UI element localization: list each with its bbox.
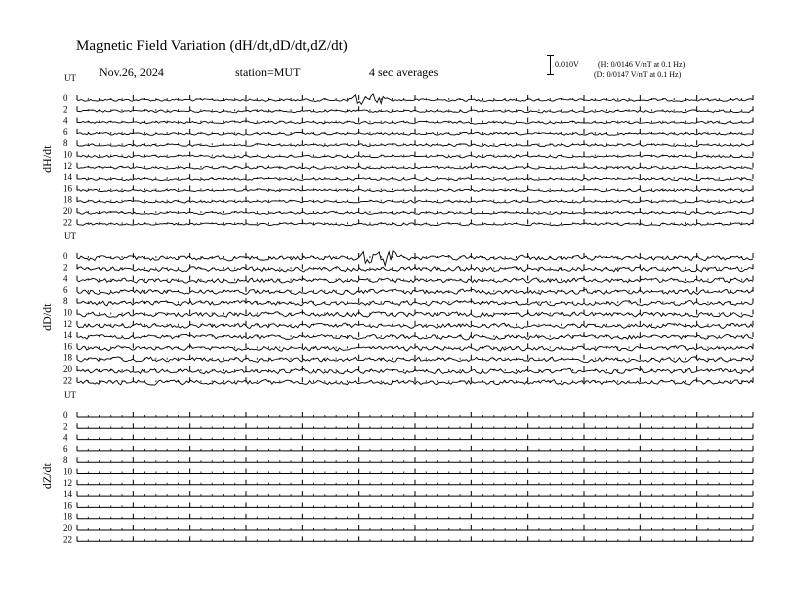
hour-label-dzdt-6: 6 xyxy=(63,443,68,454)
hour-label-dhdt-0: 0 xyxy=(63,93,68,103)
panel-label-dhdt: dH/dt xyxy=(40,145,54,173)
date-label: Nov.26, 2024 xyxy=(99,65,164,79)
hour-label-dddt-22: 22 xyxy=(63,375,72,386)
hour-label-dhdt-20: 20 xyxy=(63,206,72,216)
chart-title: Magnetic Field Variation (dH/dt,dD/dt,dZ/dt) xyxy=(76,38,348,54)
hour-label-dddt-18: 18 xyxy=(63,352,72,363)
hour-label-dddt-0: 0 xyxy=(63,251,68,261)
hour-label-dzdt-2: 2 xyxy=(63,421,68,432)
hour-label-dddt-12: 12 xyxy=(63,318,72,329)
averaging-label: 4 sec averages xyxy=(369,65,439,79)
hour-label-dhdt-10: 10 xyxy=(63,149,72,160)
hour-label-dzdt-14: 14 xyxy=(63,489,72,500)
panel-label-dzdt: dZ/dt xyxy=(40,463,54,490)
hour-label-dzdt-4: 4 xyxy=(63,432,68,443)
hour-label-dddt-20: 20 xyxy=(63,364,72,374)
hour-label-dddt-4: 4 xyxy=(63,273,68,284)
hour-label-dzdt-12: 12 xyxy=(63,477,72,488)
hour-label-dhdt-2: 2 xyxy=(63,104,68,115)
ut-label-dddt: UT xyxy=(64,231,76,241)
hour-label-dddt-6: 6 xyxy=(63,284,68,295)
hour-label-dddt-8: 8 xyxy=(63,296,68,307)
hour-label-dzdt-20: 20 xyxy=(63,523,72,533)
hour-label-dhdt-14: 14 xyxy=(63,172,72,183)
panel-label-dddt: dD/dt xyxy=(40,303,54,331)
ut-label-dhdt: UT xyxy=(64,73,76,83)
hour-label-dzdt-0: 0 xyxy=(63,410,68,420)
hour-label-dzdt-8: 8 xyxy=(63,455,68,466)
hour-label-dhdt-4: 4 xyxy=(63,115,68,126)
hour-label-dzdt-16: 16 xyxy=(63,500,72,511)
hour-label-dzdt-10: 10 xyxy=(63,466,72,477)
hour-label-dddt-14: 14 xyxy=(63,330,72,341)
hour-label-dddt-10: 10 xyxy=(63,307,72,318)
hour-label-dhdt-8: 8 xyxy=(63,138,68,149)
hour-label-dhdt-12: 12 xyxy=(63,160,72,171)
hour-label-dhdt-22: 22 xyxy=(63,217,72,228)
hour-label-dddt-16: 16 xyxy=(63,341,72,352)
hour-label-dzdt-18: 18 xyxy=(63,511,72,522)
hour-label-dhdt-16: 16 xyxy=(63,183,72,194)
hour-label-dhdt-18: 18 xyxy=(63,194,72,205)
scale-h-sensitivity: (H: 0/0146 V/nT at 0.1 Hz) xyxy=(598,60,686,69)
hour-label-dhdt-6: 6 xyxy=(63,126,68,137)
ut-label-dzdt: UT xyxy=(64,390,76,400)
hour-label-dzdt-22: 22 xyxy=(63,534,72,545)
hour-label-dddt-2: 2 xyxy=(63,262,68,273)
scale-d-sensitivity: (D: 0/0147 V/nT at 0.1 Hz) xyxy=(594,70,682,79)
scale-value-label: 0.010V xyxy=(555,60,579,69)
station-label: station=MUT xyxy=(235,65,301,79)
